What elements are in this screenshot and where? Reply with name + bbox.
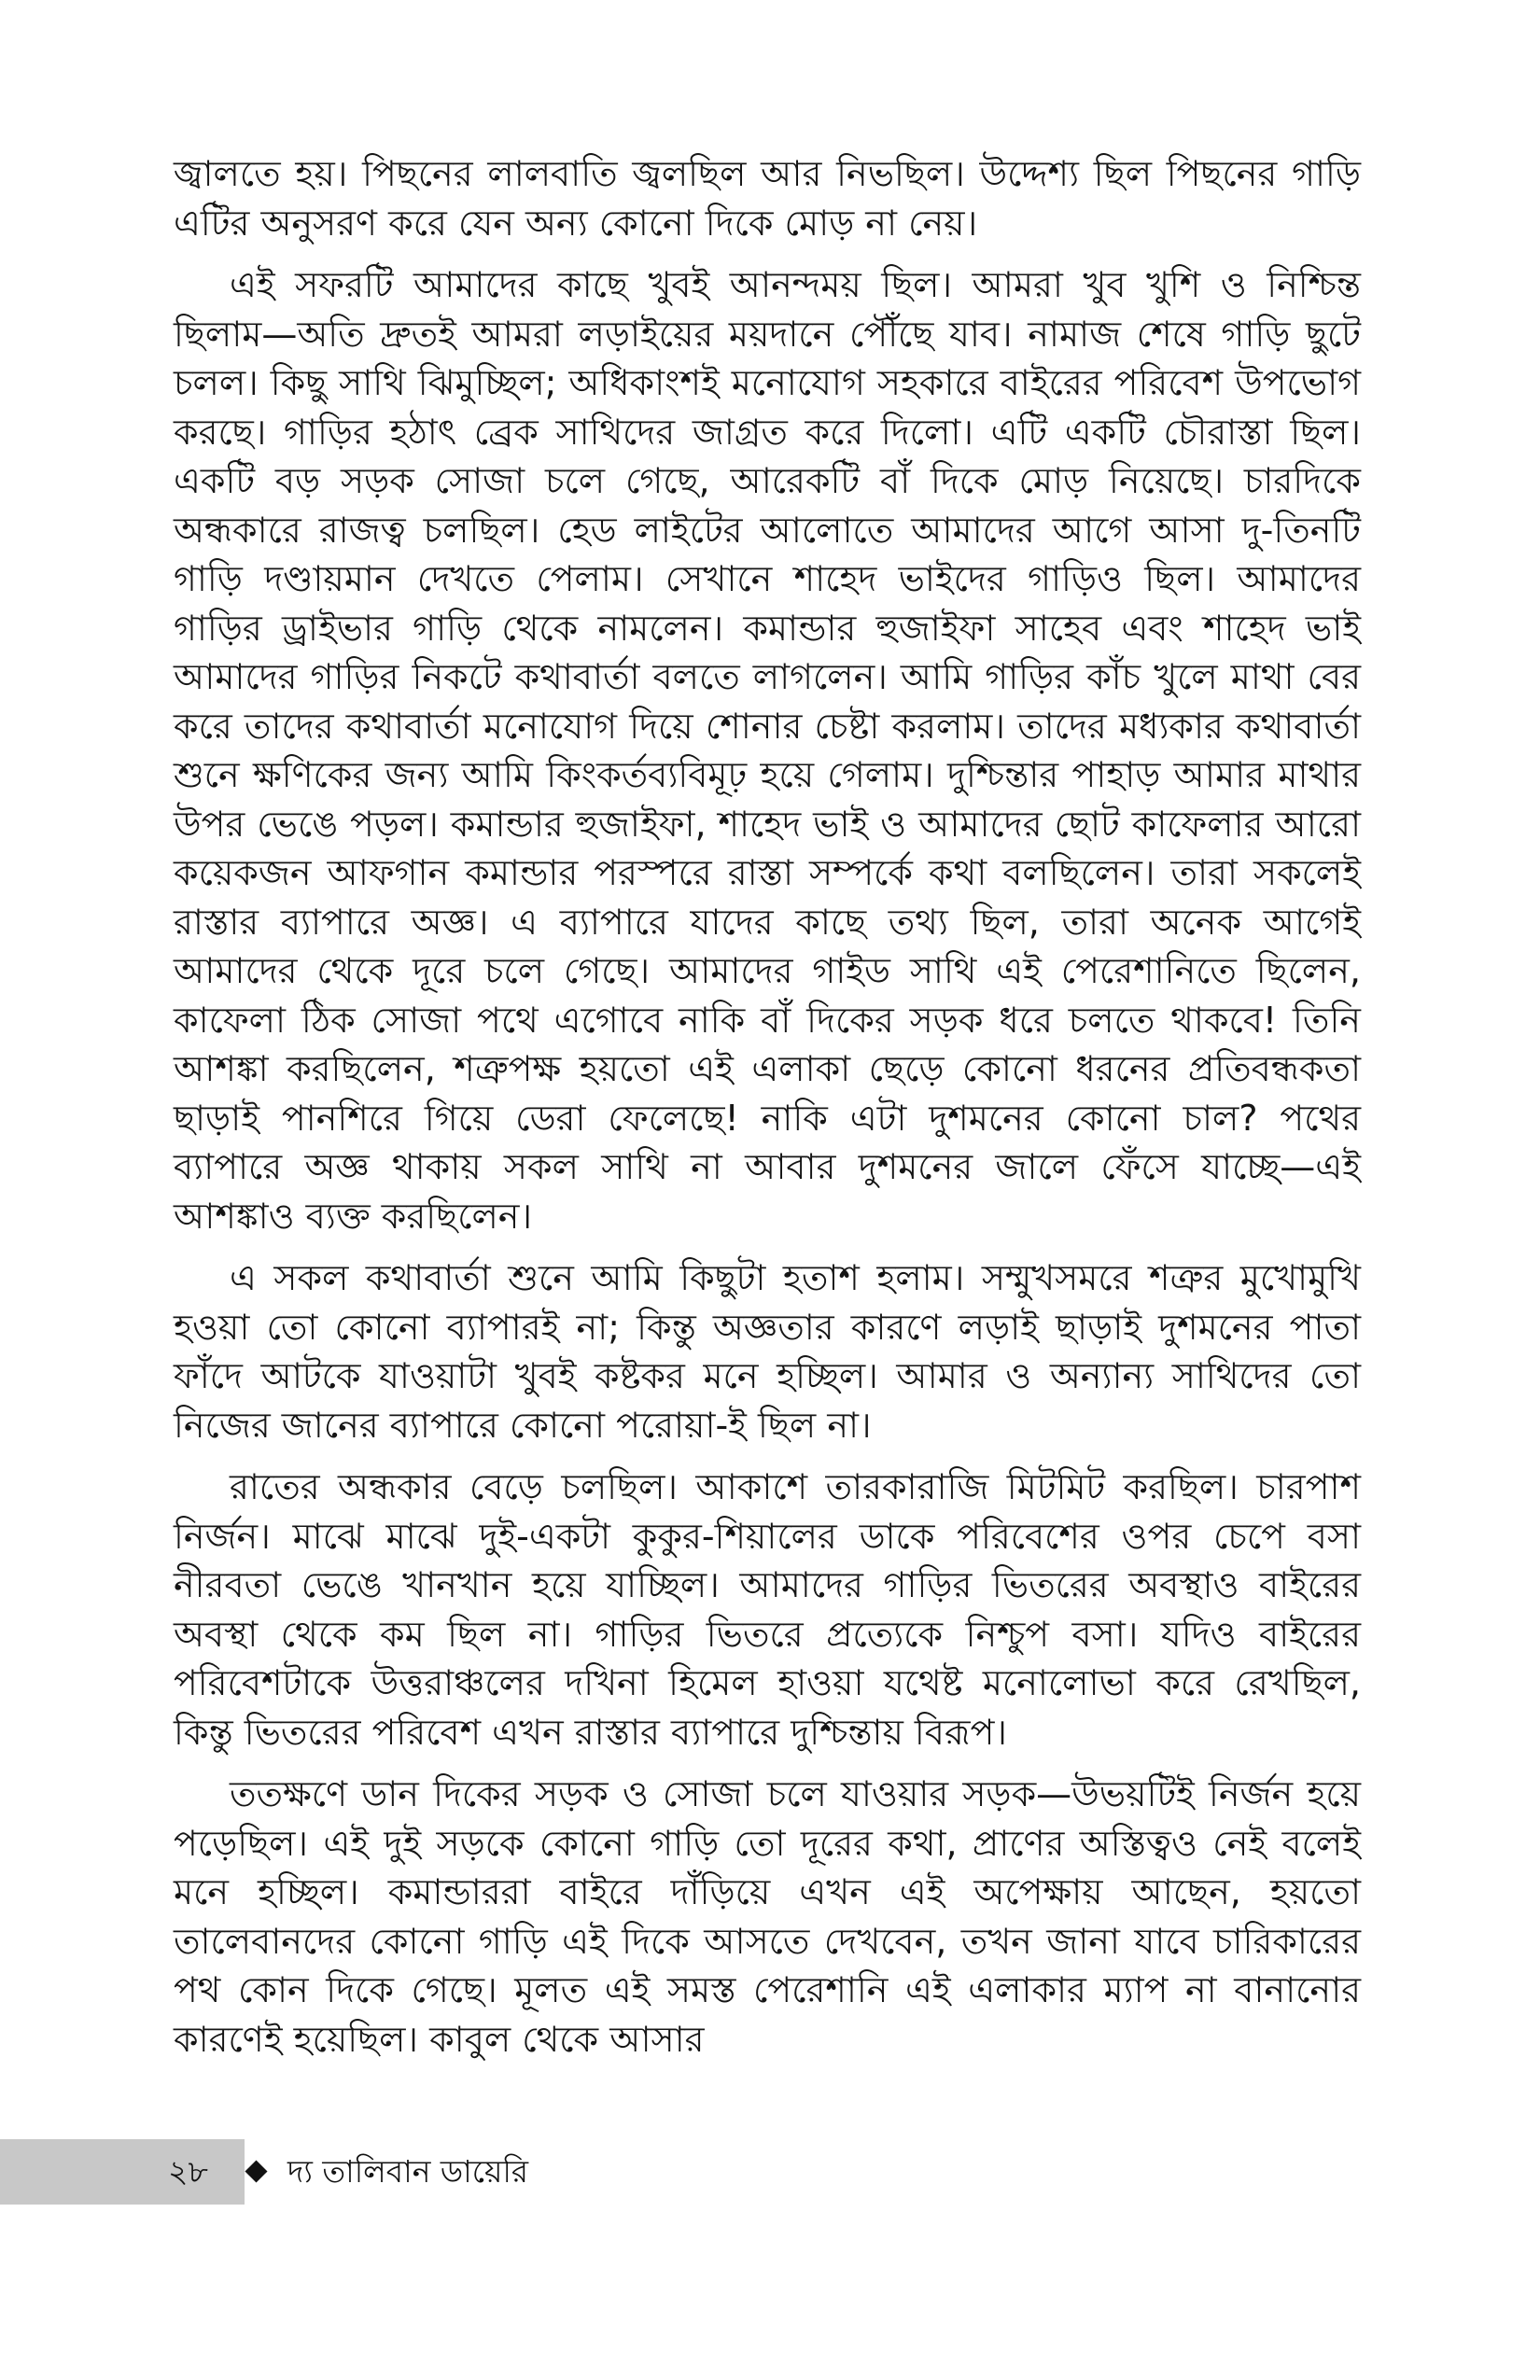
page-footer — [0, 2139, 1540, 2205]
paragraph-continued: জ্বালতে হয়। পিছনের লালবাতি জ্বলছিল আর নিভছিল। উদ্দেশ্য ছিল পিছনের গাড়ি এটির অনুসরণ করে যেন অন্য কোনো দিকে মোড় না নেয়। — [174, 153, 1361, 244]
paragraph: ততক্ষণে ডান দিকের সড়ক ও সোজা চলে যাওয়ার সড়ক—উভয়টিই নির্জন হয়ে পড়েছিল। এই দুই সড়কে কোনো গাড়ি তো দূরের কথা, প্রাণের অস্তিত্বও নেই বলেই মনে হচ্ছিল। কমান্ডাররা বাইরে দাঁড়িয়ে এখন এই অপেক্ষায় আছেন, হয়তো তালেবানদের কোনো গাড়ি এই দিকে আসতে দেখবেন, তখন জানা যাবে চারিকারের পথ কোন দিকে গেছে। মূলত এই সমস্ত পেরেশানি এই এলাকার ম্যাপ না বানানোর কারণেই হয়েছিল। কাবুল থেকে আসার — [174, 1773, 1361, 2060]
running-title: দ্য তালিবান ডায়েরি — [287, 2153, 529, 2190]
page-number: ২৮ — [168, 2153, 208, 2190]
diamond-icon — [245, 2160, 267, 2182]
paragraph: এ সকল কথাবার্তা শুনে আমি কিছুটা হতাশ হলাম। সম্মুখসমরে শত্রুর মুখোমুখি হওয়া তো কোনো ব্যাপারই না; কিন্তু অজ্ঞতার কারণে লড়াই ছাড়াই দুশমনের পাতা ফাঁদে আটকে যাওয়াটা খুবই কষ্টকর মনে হচ্ছিল। আমার ও অন্যান্য সাথিদের তো নিজের জানের ব্যাপারে কোনো পরোয়া-ই ছিল না। — [174, 1257, 1361, 1446]
paragraph: রাতের অন্ধকার বেড়ে চলছিল। আকাশে তারকারাজি মিটমিট করছিল। চারপাশ নির্জন। মাঝে মাঝে দুই-একটা কুকুর-শিয়ালের ডাকে পরিবেশের ওপর চেপে বসা নীরবতা ভেঙে খানখান হয়ে যাচ্ছিল। আমাদের গাড়ির ভিতরের অবস্থাও বাইরের অবস্থা থেকে কম ছিল না। গাড়ির ভিতরে প্রত্যেকে নিশ্চুপ বসা। যদিও বাইরের পরিবেশটাকে উত্তরাঞ্চলের দখিনা হিমেল হাওয়া যথেষ্ট মনোলোভা করে রেখছিল, কিন্তু ভিতরের পরিবেশ এখন রাস্তার ব্যাপারে দুশ্চিন্তায় বিরূপ। — [174, 1466, 1361, 1753]
paragraph: এই সফরটি আমাদের কাছে খুবই আনন্দময় ছিল। আমরা খুব খুশি ও নিশ্চিন্ত ছিলাম—অতি দ্রুতই আমরা লড়াইয়ের ময়দানে পৌঁছে যাব। নামাজ শেষে গাড়ি ছুটে চলল। কিছু সাথি ঝিমুচ্ছিল; অধিকাংশই মনোযোগ সহকারে বাইরের পরিবেশ উপভোগ করছে। গাড়ির হঠাৎ ব্রেক সাথিদের জাগ্রত করে দিলো। এটি একটি চৌরাস্তা ছিল। একটি বড় সড়ক সোজা চলে গেছে, আরেকটি বাঁ দিকে মোড় নিয়েছে। চারদিকে অন্ধকারে রাজত্ব চলছিল। হেড লাইটের আলোতে আমাদের আগে আসা দু-তিনটি গাড়ি দণ্ডায়মান দেখতে পেলাম। সেখানে শাহেদ ভাইদের গাড়িও ছিল। আমাদের গাড়ির ড্রাইভার গাড়ি থেকে নামলেন। কমান্ডার হুজাইফা সাহেব এবং শাহেদ ভাই আমাদের গাড়ির নিকটে কথাবার্তা বলতে লাগলেন। আমি গাড়ির কাঁচ খুলে মাথা বের করে তাদের কথাবার্তা মনোযোগ দিয়ে শোনার চেষ্টা করলাম। তাদের মধ্যকার কথাবার্তা শুনে ক্ষণিকের জন্য আমি কিংকর্তব্যবিমূঢ় হয়ে গেলাম। দুশ্চিন্তার পাহাড় আমার মাথার উপর ভেঙে পড়ল। কমান্ডার হুজাইফা, শাহেদ ভাই ও আমাদের ছোট কাফেলার আরো কয়েকজন আফগান কমান্ডার পরস্পরে রাস্তা সম্পর্কে কথা বলছিলেন। তারা সকলেই রাস্তার ব্যাপারে অজ্ঞ। এ ব্যাপারে যাদের কাছে তথ্য ছিল, তারা অনেক আগেই আমাদের থেকে দূরে চলে গেছে। আমাদের গাইড সাথি এই পেরেশানিতে ছিলেন, কাফেলা ঠিক সোজা পথে এগোবে নাকি বাঁ দিকের সড়ক ধরে চলতে থাকবে! তিনি আশঙ্কা করছিলেন, শত্রুপক্ষ হয়তো এই এলাকা ছেড়ে কোনো ধরনের প্রতিবন্ধকতা ছাড়াই পানশিরে গিয়ে ডেরা ফেলেছে! নাকি এটা দুশমনের কোনো চাল? পথের ব্যাপারে অজ্ঞ থাকায় সকল সাথি না আবার দুশমনের জালে ফেঁসে যাচ্ছে—এই আশঙ্কাও ব্যক্ত করছিলেন। — [174, 264, 1361, 1237]
body-text — [174, 149, 1361, 2064]
